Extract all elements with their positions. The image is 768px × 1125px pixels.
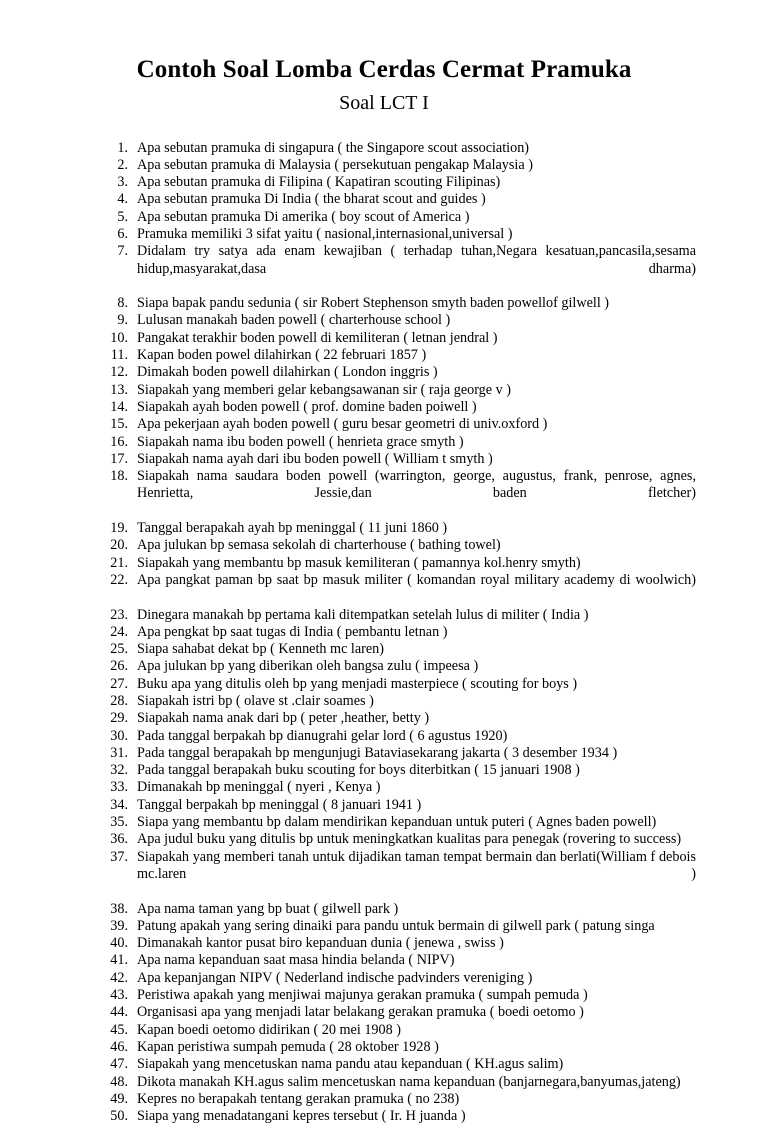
question-text: Apa julukan bp yang diberikan oleh bangsa zulu ( impeesa ) [128,658,768,675]
question-text: Dikota manakah KH.agus salim mencetuskan nama kepanduan (banjarnegara,banyumas,jateng) [128,1074,768,1091]
question-number: 26. [0,658,128,675]
question-number: 35. [0,814,128,831]
question-item [0,987,768,1004]
question-text: Siapa yang menadatangani kepres tersebut ( Ir. H juanda ) [128,1108,768,1125]
question-text: Pangakat terakhir boden powell di kemiliteran ( letnan jendral ) [128,330,768,347]
question-item [0,970,768,987]
question-item [0,330,768,347]
question-item [0,191,768,208]
question-text: Siapakah yang memberi gelar kebangsawanan sir ( raja george v ) [128,382,768,399]
question-item [0,399,768,416]
question-text: Apa judul buku yang ditulis bp untuk meningkatkan kualitas para penegak (rovering to success) [128,831,768,848]
question-item [0,537,768,554]
question-item [0,1022,768,1039]
question-text: Apa pekerjaan ayah boden powell ( guru besar geometri di univ.oxford ) [128,416,768,433]
question-item [0,209,768,226]
question-number: 22. [0,572,128,589]
question-text: Dinegara manakah bp pertama kali ditempatkan setelah lulus di militer ( India ) [128,607,768,624]
question-item [0,849,768,901]
question-text: Apa kepanjangan NIPV ( Nederland indische padvinders vereniging ) [128,970,768,987]
question-text: Siapa yang membantu bp dalam mendirikan kepanduan untuk puteri ( Agnes baden powell) [128,814,768,831]
question-text: Siapakah nama saudara boden powell (warrington, george, augustus, frank, penrose, agnes, Henrietta, Jessie,dan baden fletcher) [128,468,768,520]
question-item [0,416,768,433]
question-text: Peristiwa apakah yang menjiwai majunya gerakan pramuka ( sumpah pemuda ) [128,987,768,1004]
question-item [0,745,768,762]
question-number: 12. [0,364,128,381]
question-item [0,1004,768,1021]
question-item [0,710,768,727]
question-item [0,641,768,658]
question-text: Siapakah nama ayah dari ibu boden powell ( William t smyth ) [128,451,768,468]
question-item [0,347,768,364]
question-number: 39. [0,918,128,935]
question-number: 2. [0,157,128,174]
question-item [0,451,768,468]
question-number: 33. [0,779,128,796]
page-subtitle: Soal LCT I [0,85,768,115]
question-item [0,295,768,312]
question-text: Siapakah yang membantu bp masuk kemiliteran ( pamannya kol.henry smyth) [128,555,768,572]
question-item [0,468,768,520]
question-number: 11. [0,347,128,364]
question-number: 44. [0,1004,128,1021]
question-number: 38. [0,901,128,918]
question-number: 5. [0,209,128,226]
question-number: 42. [0,970,128,987]
question-item [0,901,768,918]
question-number: 49. [0,1091,128,1108]
question-number: 37. [0,849,128,866]
question-item [0,1056,768,1073]
question-item [0,658,768,675]
question-text: Siapakah nama anak dari bp ( peter ,heather, betty ) [128,710,768,727]
question-number: 29. [0,710,128,727]
question-number: 36. [0,831,128,848]
question-number: 8. [0,295,128,312]
question-text: Dimanakah kantor pusat biro kepanduan dunia ( jenewa , swiss ) [128,935,768,952]
question-number: 30. [0,728,128,745]
question-item [0,226,768,243]
question-number: 34. [0,797,128,814]
question-text: Apa sebutan pramuka di Malaysia ( persekutuan pengakap Malaysia ) [128,157,768,174]
question-item [0,797,768,814]
question-item [0,624,768,641]
question-item [0,814,768,831]
question-text: Kapan peristiwa sumpah pemuda ( 28 oktober 1928 ) [128,1039,768,1056]
question-number: 6. [0,226,128,243]
question-number: 43. [0,987,128,1004]
question-number: 31. [0,745,128,762]
question-text: Tanggal berpakah bp meninggal ( 8 januari 1941 ) [128,797,768,814]
question-text: Pada tanggal berapakah bp mengunjugi Bataviasekarang jakarta ( 3 desember 1934 ) [128,745,768,762]
question-text: Siapakah nama ibu boden powell ( henrieta grace smyth ) [128,434,768,451]
question-number: 23. [0,607,128,624]
question-number: 13. [0,382,128,399]
question-text: Pada tanggal berapakah buku scouting for boys diterbitkan ( 15 januari 1908 ) [128,762,768,779]
question-text: Organisasi apa yang menjadi latar belakang gerakan pramuka ( boedi oetomo ) [128,1004,768,1021]
question-number: 40. [0,935,128,952]
question-item [0,1108,768,1125]
question-item [0,1039,768,1056]
question-item [0,762,768,779]
question-item [0,607,768,624]
question-item [0,520,768,537]
question-item [0,243,768,295]
question-item [0,174,768,191]
question-item [0,312,768,329]
question-number: 10. [0,330,128,347]
question-number: 47. [0,1056,128,1073]
question-item [0,676,768,693]
question-item [0,918,768,935]
question-number: 21. [0,555,128,572]
question-number: 17. [0,451,128,468]
question-item [0,1074,768,1091]
question-number: 27. [0,676,128,693]
question-number: 20. [0,537,128,554]
question-number: 14. [0,399,128,416]
question-item [0,434,768,451]
question-item [0,952,768,969]
question-item [0,572,768,607]
question-text: Pada tanggal berpakah bp dianugrahi gelar lord ( 6 agustus 1920) [128,728,768,745]
question-number: 18. [0,468,128,485]
question-item [0,140,768,157]
question-text: Lulusan manakah baden powell ( charterhouse school ) [128,312,768,329]
question-item [0,382,768,399]
question-text: Didalam try satya ada enam kewajiban ( terhadap tuhan,Negara kesatuan,pancasila,sesama hidup,masyarakat,dasa dharma) [128,243,768,295]
question-item [0,728,768,745]
question-text: Siapakah istri bp ( olave st .clair soames ) [128,693,768,710]
question-number: 48. [0,1074,128,1091]
question-number: 15. [0,416,128,433]
question-text: Siapa bapak pandu sedunia ( sir Robert Stephenson smyth baden powellof gilwell ) [128,295,768,312]
question-text: Pramuka memiliki 3 sifat yaitu ( nasional,internasional,universal ) [128,226,768,243]
question-item [0,935,768,952]
question-text: Siapakah yang memberi tanah untuk dijadikan taman tempat bermain dan berlati(William f debois mc.laren ) [128,849,768,901]
question-number: 3. [0,174,128,191]
question-text: Apa nama taman yang bp buat ( gilwell park ) [128,901,768,918]
question-text: Apa julukan bp semasa sekolah di charterhouse ( bathing towel) [128,537,768,554]
question-number: 25. [0,641,128,658]
question-text: Apa nama kepanduan saat masa hindia belanda ( NIPV) [128,952,768,969]
question-item [0,555,768,572]
question-text: Siapakah yang mencetuskan nama pandu atau kepanduan ( KH.agus salim) [128,1056,768,1073]
question-number: 50. [0,1108,128,1125]
question-text: Kapan boedi oetomo didirikan ( 20 mei 1908 ) [128,1022,768,1039]
question-text: Apa sebutan pramuka Di India ( the bharat scout and guides ) [128,191,768,208]
question-item [0,157,768,174]
question-number: 19. [0,520,128,537]
question-number: 32. [0,762,128,779]
question-text: Patung apakah yang sering dinaiki para pandu untuk bermain di gilwell park ( patung singa [128,918,768,935]
question-item [0,364,768,381]
question-number: 28. [0,693,128,710]
question-text: Tanggal berapakah ayah bp meninggal ( 11 juni 1860 ) [128,520,768,537]
question-item [0,1091,768,1108]
question-text: Kapan boden powel dilahirkan ( 22 februari 1857 ) [128,347,768,364]
question-number: 41. [0,952,128,969]
question-text: Dimakah boden powell dilahirkan ( London inggris ) [128,364,768,381]
question-item [0,779,768,796]
question-text: Siapa sahabat dekat bp ( Kenneth mc laren) [128,641,768,658]
question-number: 4. [0,191,128,208]
question-text: Apa sebutan pramuka di singapura ( the Singapore scout association) [128,140,768,157]
question-item [0,693,768,710]
question-number: 9. [0,312,128,329]
question-number: 1. [0,140,128,157]
question-text: Apa sebutan pramuka di Filipina ( Kapatiran scouting Filipinas) [128,174,768,191]
question-list [0,115,768,1125]
page-title: Contoh Soal Lomba Cerdas Cermat Pramuka [0,0,768,85]
question-text: Siapakah ayah boden powell ( prof. domine baden poiwell ) [128,399,768,416]
question-text: Kepres no berapakah tentang gerakan pramuka ( no 238) [128,1091,768,1108]
question-text: Buku apa yang ditulis oleh bp yang menjadi masterpiece ( scouting for boys ) [128,676,768,693]
question-number: 45. [0,1022,128,1039]
question-text: Dimanakah bp meninggal ( nyeri , Kenya ) [128,779,768,796]
question-number: 24. [0,624,128,641]
question-text: Apa pangkat paman bp saat bp masuk militer ( komandan royal military academy di woolwich) [128,572,768,607]
question-text: Apa pengkat bp saat tugas di India ( pembantu letnan ) [128,624,768,641]
question-number: 7. [0,243,128,260]
question-item [0,831,768,848]
question-number: 46. [0,1039,128,1056]
question-text: Apa sebutan pramuka Di amerika ( boy scout of America ) [128,209,768,226]
question-number: 16. [0,434,128,451]
